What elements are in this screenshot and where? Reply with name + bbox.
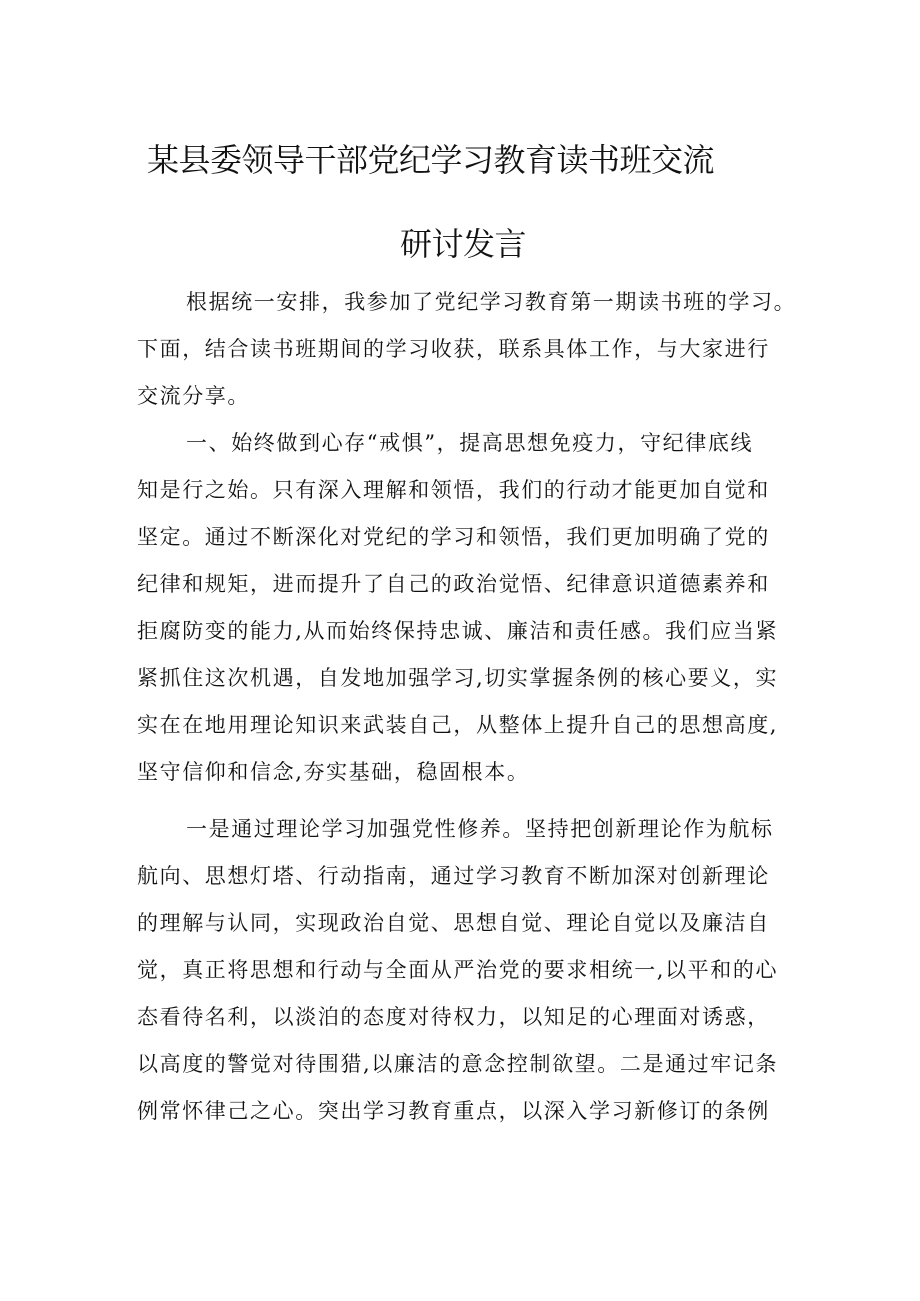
body-line: 下面，结合读书班期间的学习收获，联系具体工作，与大家进行	[137, 337, 770, 361]
body-line: 航向、思想灯塔、行动指南，通过学习教育不断加深对创新理论	[137, 864, 770, 888]
body-line: 坚守信仰和信念,夯实基础，稳固根本。	[137, 760, 530, 784]
body-line: 例常怀律己之心。突出学习教育重点，以深入学习新修订的条例	[137, 1099, 770, 1123]
body-line: 拒腐防变的能力,从而始终保持忠诚、廉洁和责任感。我们应当紧	[137, 619, 779, 643]
body-line: 紧抓住这次机遇，自发地加强学习,切实掌握条例的核心要义，实	[137, 666, 779, 690]
body-line: 坚定。通过不断深化对党纪的学习和领悟，我们更加明确了党的	[137, 525, 770, 549]
body-line: 的理解与认同，实现政治自觉、思想自觉、理论自觉以及廉洁自	[137, 911, 770, 935]
body-line: 态看待名利，以淡泊的态度对待权力，以知足的心理面对诱惑，	[137, 1005, 770, 1029]
body-line: 以高度的警觉对待围猎,以廉洁的意念控制欲望。二是通过牢记条	[137, 1052, 779, 1076]
section-heading-1: 一、始终做到心存“戒惧”，提高思想免疫力，守纪律底线	[186, 431, 754, 455]
body-line: 实在在地用理论知识来武装自己，从整体上提升自己的思想高度,	[137, 713, 779, 737]
body-line: 一是通过理论学习加强党性修养。坚持把创新理论作为航标	[186, 817, 774, 841]
body-line: 知是行之始。只有深入理解和领悟，我们的行动才能更加自觉和	[137, 478, 770, 502]
body-line: 交流分享。	[137, 384, 250, 408]
document-title-line-2: 研讨发言	[400, 225, 527, 263]
body-line: 纪律和规矩，进而提升了自己的政治觉悟、纪律意识道德素养和	[137, 572, 770, 596]
document-title-line-1: 某县委领导干部党纪学习教育读书班交流	[147, 141, 715, 179]
body-line: 觉，真正将思想和行动与全面从严治党的要求相统一,以平和的心	[137, 958, 779, 982]
body-line: 根据统一安排，我参加了党纪学习教育第一期读书班的学习。	[186, 290, 797, 314]
